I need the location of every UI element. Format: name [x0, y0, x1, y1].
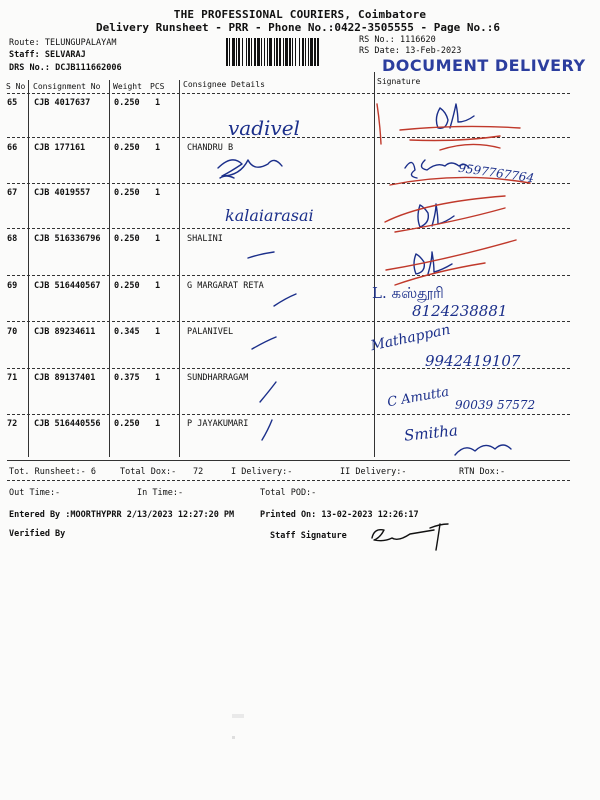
row-weight: 0.375 — [114, 373, 140, 383]
scan-speck — [232, 714, 244, 718]
out-time-label: Out Time:- — [9, 488, 61, 498]
handwritten-name: kalaiarasai — [225, 206, 314, 225]
handwritten-phone: 90039 57572 — [455, 398, 536, 412]
row-weight: 0.345 — [114, 327, 140, 337]
row-consignment-no: CJB 516440567 — [34, 281, 101, 291]
rtn-dox-label: RTN Dox:- — [459, 467, 506, 477]
signature-mark — [274, 294, 296, 306]
row-consignment-no: CJB 4017637 — [34, 98, 91, 108]
handwritten-name: vadivel — [228, 116, 300, 140]
row-pcs: 1 — [155, 419, 161, 429]
handwritten-name: C Amutta — [386, 384, 451, 411]
rs-no-label: RS No.: — [359, 35, 395, 45]
col-weight: Weight — [113, 82, 142, 91]
row-sno: 70 — [7, 327, 18, 337]
staff-value: SELVARAJ — [44, 50, 86, 60]
signature-mark — [372, 524, 448, 550]
rs-no-value: 1116620 — [399, 35, 436, 45]
handwritten-phone: 9597767764 — [457, 160, 535, 186]
staff-signature-label: Staff Signature — [270, 531, 347, 541]
row-sno: 69 — [7, 281, 18, 291]
col-sno: S No — [6, 82, 26, 91]
row-consignment-no: CJB 516440556 — [34, 419, 101, 429]
rs-date-label: RS Date: — [359, 46, 400, 56]
signature-mark — [405, 160, 469, 178]
in-time-label: In Time:- — [137, 488, 184, 498]
row-sno: 68 — [7, 234, 18, 244]
row-sno: 65 — [7, 98, 18, 108]
row-consignee: SUNDHARRAGAM — [187, 373, 249, 383]
signature-mark — [260, 382, 276, 402]
totals-divider — [7, 460, 570, 461]
row-pcs: 1 — [155, 234, 161, 244]
row-consignment-no: CJB 516336796 — [34, 234, 101, 244]
row-consignee: PALANIVEL — [187, 327, 234, 337]
rs-date-value: 13-Feb-2023 — [405, 46, 462, 56]
handwritten-name: L. கஸ்தூரி — [372, 284, 444, 302]
handwritten-phone: 8124238881 — [412, 302, 508, 320]
row-consignee: CHANDRU B — [187, 143, 234, 153]
runsheet-title: Delivery Runsheet - PRR - Phone No.:0422-3505555 - Page No.:6 — [96, 21, 500, 34]
row-weight: 0.250 — [114, 234, 140, 244]
verified-by: Verified By — [9, 529, 66, 539]
handwritten-name: Smitha — [403, 421, 459, 445]
row-weight: 0.250 — [114, 188, 140, 198]
total-dox-value: 72 — [193, 467, 204, 477]
printed-on: Printed On: 13-02-2023 12:26:17 — [260, 510, 419, 520]
row-consignee: SHALINI — [187, 234, 223, 244]
signature-mark — [262, 420, 272, 440]
row-sno: 66 — [7, 143, 18, 153]
signature-mark — [455, 445, 511, 455]
drs-label: DRS No.: — [9, 63, 50, 73]
signature-mark — [386, 240, 516, 285]
row-pcs: 1 — [155, 373, 161, 383]
totals-divider — [7, 480, 570, 481]
scan-speck — [232, 736, 235, 739]
signature-mark — [220, 176, 234, 178]
row-sno: 67 — [7, 188, 18, 198]
row-sno: 71 — [7, 373, 18, 383]
row-consignment-no: CJB 177161 — [34, 143, 86, 153]
company-title: THE PROFESSIONAL COURIERS, Coimbatore — [173, 8, 427, 21]
tot-runsheet: Tot. Runsheet:- 6 — [9, 467, 96, 477]
row-consignment-no: CJB 89137401 — [34, 373, 96, 383]
row-consignment-no: CJB 89234611 — [34, 327, 96, 337]
signature-mark — [377, 104, 381, 144]
row-pcs: 1 — [155, 281, 161, 291]
row-sno: 72 — [7, 419, 18, 429]
staff-label: Staff: — [9, 50, 40, 60]
row-consignment-no: CJB 4019557 — [34, 188, 91, 198]
signature-mark — [385, 196, 505, 232]
handwritten-phone: 9942419107 — [425, 352, 521, 370]
col-consignee: Consignee Details — [183, 80, 265, 89]
row-weight: 0.250 — [114, 98, 140, 108]
row-weight: 0.250 — [114, 419, 140, 429]
route-label: Route: — [9, 38, 40, 48]
row-consignee: P JAYAKUMARI — [187, 419, 249, 429]
col-signature: Signature — [377, 77, 421, 86]
ii-delivery-label: II Delivery:- — [340, 467, 407, 477]
row-weight: 0.250 — [114, 143, 140, 153]
col-consignment: Consignment No — [33, 82, 101, 91]
handwritten-name: Mathappan — [369, 321, 452, 355]
row-pcs: 1 — [155, 98, 161, 108]
drs-value: DCJB111662006 — [55, 63, 122, 73]
total-dox-label: Total Dox:- — [120, 467, 177, 477]
col-pcs: PCS — [150, 82, 165, 91]
entered-by: Entered By :MOORTHYPRR 2/13/2023 12:27:20 PM — [9, 510, 235, 520]
total-pod-label: Total POD:- — [260, 488, 317, 498]
row-consignee: G MARGARAT RETA — [187, 281, 264, 291]
row-pcs: 1 — [155, 327, 161, 337]
route-value: TELUNGUPALAYAM — [44, 38, 117, 48]
document-delivery-stamp: DOCUMENT DELIVERY — [382, 56, 586, 75]
signature-mark — [418, 204, 454, 227]
row-weight: 0.250 — [114, 281, 140, 291]
signature-mark — [252, 337, 276, 349]
row-pcs: 1 — [155, 143, 161, 153]
row-pcs: 1 — [155, 188, 161, 198]
signature-mark — [218, 160, 282, 176]
signature-mark — [248, 252, 274, 258]
signature-mark — [400, 126, 520, 140]
i-delivery-label: I Delivery:- — [231, 467, 293, 477]
signature-mark — [436, 104, 474, 128]
